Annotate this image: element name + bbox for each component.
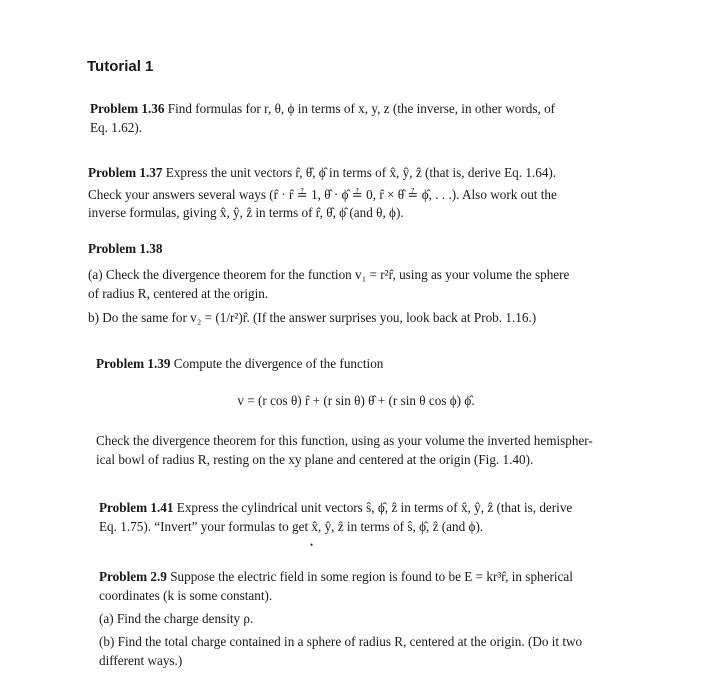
problem-text: Suppose the electric field in some region is found to be E = kr³r̂, in spherical [166,569,573,584]
problem-2-9 [99,567,582,670]
problem-text: Express the unit vectors r̂, θ̂, ϕ̂ in terms of x̂, ŷ, ẑ (that is, derive Eq. 1.64). [162,165,557,180]
part-a-text: (a) Find the charge density ρ. [99,611,254,626]
problem-text: Express the cylindrical unit vectors ŝ, ϕ̂, ẑ in terms of x̂, ŷ, ẑ (that is, derive [173,500,573,515]
problem-1-38 [88,265,569,327]
problem-text: inverse formulas, giving x̂, ŷ, ẑ in terms of r̂, θ̂, ϕ̂ (and θ, ϕ). [88,205,404,220]
part-a-text: of radius R, centered at the origin. [88,286,269,301]
problem-1-41 [99,498,572,536]
problem-1-39 [96,354,383,373]
part-a-text: (a) Check the divergence theorem for the function v₁ = r²r̂, using as your volume the sphere [88,267,570,282]
problem-1-37-line-1 [88,162,557,184]
part-b-text: different ways.) [99,653,183,668]
part-b-text: b) Do the same for v₂ = (1/r²)r̂. (If the answer surprises you, look back at Prob. 1.16.) [88,310,537,325]
problem-text: Check your answers several ways (r̂ · r̂ ≟ 1, θ̂ · ϕ̂ ≟ 0, r̂ × θ̂ ≟ ϕ̂, . . .). Also work out the [88,187,557,202]
problem-1-39-continuation [96,431,593,469]
problem-label: Problem 1.38 [88,241,163,256]
problem-1-39-line-1 [96,354,383,373]
problem-label: Problem 1.36 [90,101,165,116]
part-b-text: (b) Find the total charge contained in a sphere of radius R, centered at the origin. (Do it two [99,634,583,649]
problem-text: Eq. 1.62). [90,120,143,135]
divergence-equation: v = (r cos θ) r̂ + (r sin θ) θ̂ + (r sin θ cos ϕ) ϕ̂. [237,393,475,408]
problem-1-41-line-1 [99,498,572,517]
problem-2-9-line-1 [99,567,582,586]
problem-text: Eq. 1.75). “Invert” your formulas to get x̂, ŷ, ẑ in terms of ŝ, ϕ̂, ẑ (and ϕ). [99,519,484,534]
problem-label: Problem 1.39 [96,356,171,371]
problem-text: ical bowl of radius R, resting on the xy plane and centered at the origin (Fig. 1.40). [96,452,534,467]
problem-1-36-line-1 [90,99,555,118]
problem-label: Problem 1.41 [99,500,174,515]
problem-label: Problem 2.9 [99,569,167,584]
problem-text: Check the divergence theorem for this function, using as your volume the inverted hemispher- [96,433,593,448]
page-title: Tutorial 1 [87,58,154,75]
problem-text: Compute the divergence of the function [170,356,384,371]
stray-mark: • [310,540,314,550]
problem-1-37 [88,162,557,224]
problem-text: coordinates (k is some constant). [99,588,273,603]
problem-text: Find formulas for r, θ, ϕ in terms of x, y, z (the inverse, in other words, of [164,101,556,116]
problem-1-36 [90,99,555,137]
problem-label: Problem 1.37 [88,165,163,180]
